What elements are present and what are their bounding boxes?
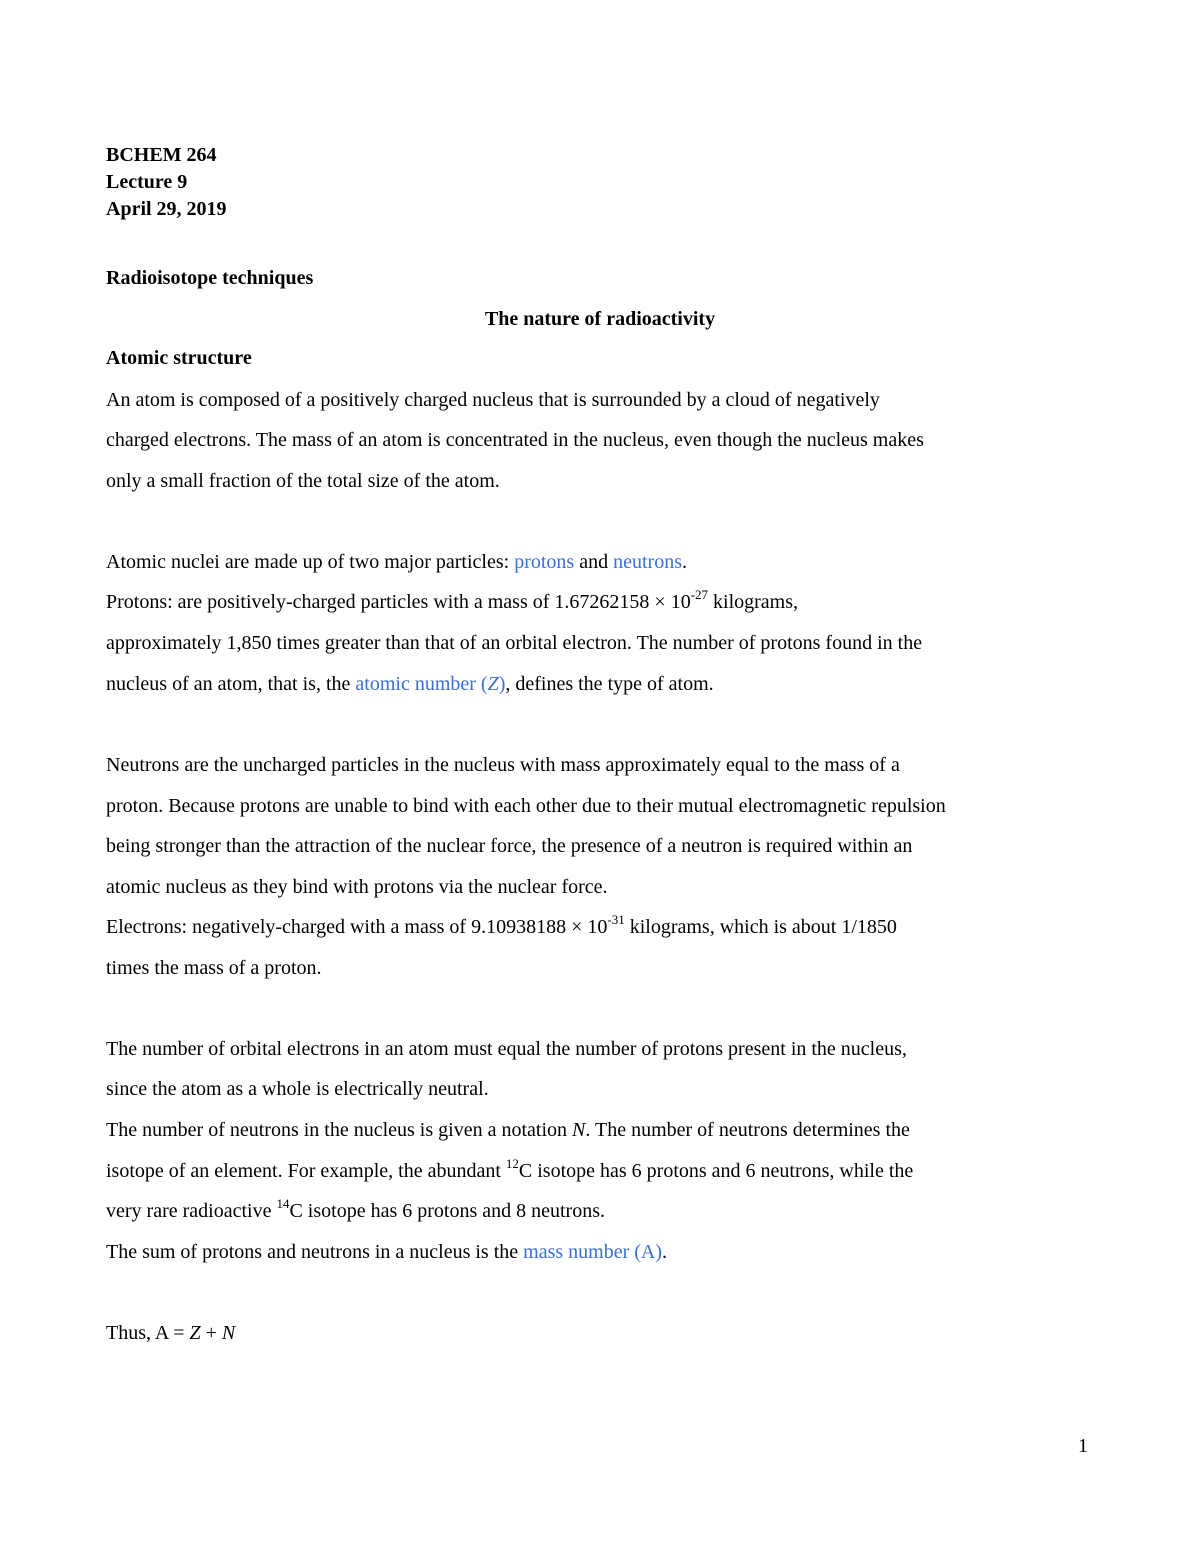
mass-superscript: 14 bbox=[276, 1196, 290, 1211]
neutrons-link[interactable]: neutrons bbox=[613, 551, 682, 573]
atomic-number-link[interactable] bbox=[355, 673, 505, 695]
paragraph-line bbox=[106, 912, 897, 939]
paragraph-line bbox=[106, 672, 714, 696]
exponent: -31 bbox=[607, 912, 625, 927]
paragraph-line bbox=[106, 1240, 667, 1264]
course-code: BCHEM 264 bbox=[106, 144, 217, 166]
paragraph-line: since the atom as a whole is electrically neutral. bbox=[106, 1078, 489, 1100]
protons-link[interactable]: protons bbox=[514, 551, 575, 573]
paragraph-line: times the mass of a proton. bbox=[106, 957, 322, 979]
text-segment: very rare radioactive bbox=[106, 1200, 277, 1222]
paragraph-line bbox=[106, 1156, 914, 1183]
link-text: atomic number ( bbox=[355, 673, 488, 695]
variable-n: N bbox=[221, 1322, 236, 1344]
lecture-date: April 29, 2019 bbox=[106, 198, 227, 220]
paragraph-line: Neutrons are the uncharged particles in the nucleus with mass approximately equal to the mass of a bbox=[106, 754, 900, 776]
section-title: The nature of radioactivity bbox=[484, 308, 716, 330]
subsection-title: Atomic structure bbox=[106, 347, 252, 369]
paragraph-line bbox=[106, 550, 687, 574]
text-segment: and bbox=[574, 551, 614, 573]
variable-z: Z bbox=[487, 673, 499, 695]
page-number: 1 bbox=[1078, 1435, 1088, 1457]
text-segment: The sum of protons and neutrons in a nucleus is the bbox=[106, 1241, 524, 1263]
text-segment: kilograms, which is about 1/1850 bbox=[624, 916, 897, 938]
paragraph-line: approximately 1,850 times greater than that of an orbital electron. The number of protons found in the bbox=[106, 632, 923, 654]
paragraph-line: atomic nucleus as they bind with protons via the nuclear force. bbox=[106, 876, 608, 898]
text-segment: isotope of an element. For example, the abundant bbox=[106, 1160, 506, 1182]
mass-superscript: 12 bbox=[505, 1156, 519, 1171]
operator: + bbox=[200, 1322, 222, 1344]
link-text: ) bbox=[498, 673, 506, 695]
lecture-number: Lecture 9 bbox=[106, 171, 188, 193]
mass-number-link[interactable]: mass number (A) bbox=[523, 1241, 663, 1263]
text-segment: C isotope has 6 protons and 6 neutrons, while the bbox=[518, 1160, 914, 1182]
variable-z: Z bbox=[189, 1322, 201, 1344]
text-segment: kilograms, bbox=[708, 591, 799, 613]
paragraph-line bbox=[106, 1196, 605, 1223]
text-segment: Thus, A = bbox=[106, 1322, 190, 1344]
paragraph-line bbox=[106, 1118, 910, 1142]
paragraph-line: charged electrons. The mass of an atom is concentrated in the nucleus, even though the nucleus makes bbox=[106, 429, 924, 451]
text-segment: . bbox=[662, 1241, 668, 1263]
text-segment: nucleus of an atom, that is, the bbox=[106, 673, 356, 695]
formula-line bbox=[106, 1321, 235, 1345]
text-segment: Atomic nuclei are made up of two major particles: bbox=[106, 551, 515, 573]
variable-n: N bbox=[572, 1119, 586, 1141]
paragraph-line: only a small fraction of the total size of the atom. bbox=[106, 470, 500, 492]
exponent: -27 bbox=[690, 587, 709, 602]
text-segment: . bbox=[681, 551, 687, 573]
paragraph-line: The number of orbital electrons in an atom must equal the number of protons present in the nucleus, bbox=[106, 1038, 907, 1060]
text-segment: Electrons: negatively-charged with a mass of 9.10938188 × 10 bbox=[106, 916, 608, 938]
paragraph-line bbox=[106, 587, 799, 614]
text-segment: , defines the type of atom. bbox=[505, 673, 714, 695]
text-segment: . The number of neutrons determines the bbox=[585, 1119, 910, 1141]
text-segment: Protons: are positively-charged particles with a mass of 1.67262158 × 10 bbox=[106, 591, 691, 613]
text-segment: C isotope has 6 protons and 8 neutrons. bbox=[289, 1200, 605, 1222]
paragraph-line: An atom is composed of a positively charged nucleus that is surrounded by a cloud of negatively bbox=[106, 389, 880, 411]
paragraph-line: being stronger than the attraction of the nuclear force, the presence of a neutron is required within an bbox=[106, 835, 913, 857]
paragraph-line: proton. Because protons are unable to bind with each other due to their mutual electromagnetic repulsion bbox=[106, 795, 946, 817]
text-segment: The number of neutrons in the nucleus is given a notation bbox=[106, 1119, 573, 1141]
topic-title: Radioisotope techniques bbox=[106, 267, 314, 289]
